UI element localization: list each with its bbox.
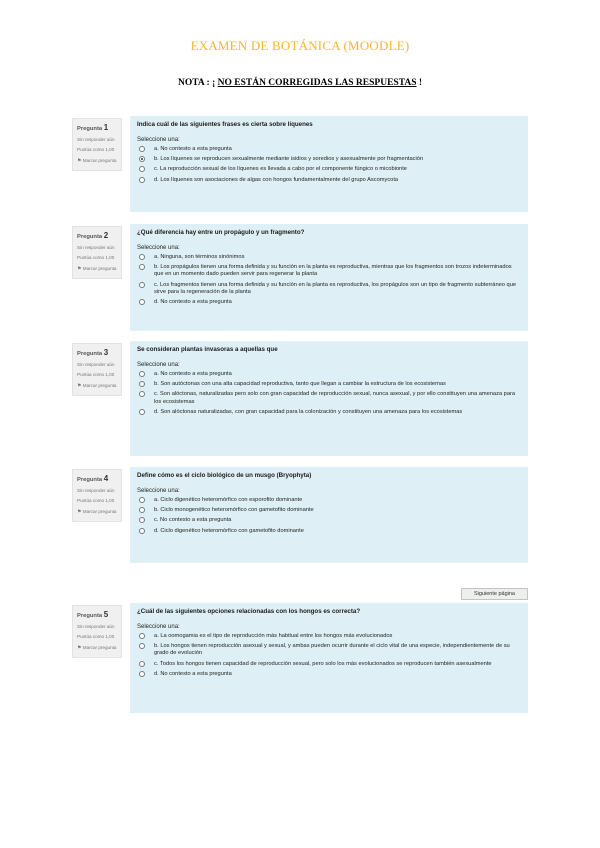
answer-option-c[interactable]: c. Todos los hongos tienen capacidad de reproducción sexual, pero solo los más evolucionados se reproducen también asexualmente [137,661,522,668]
answer-option-c[interactable]: c. La reproducción sexual de los líquenes es llevada a cabo por el componente fúngico o micobionte [137,166,522,173]
answer-option-b[interactable]: b. Los líquenes se reproducen sexualmente mediante isidios y soredios y asexualmente por fragmentación [137,156,522,163]
question-text: Indica cuál de las siguientes frases es cierta sobre líquenes [137,121,313,128]
flag-icon: ⚑ [77,265,82,272]
flag-question-link[interactable]: ⚑ Marcar pregunta [77,382,117,389]
question-2 [70,224,528,331]
question-3 [70,341,528,456]
question-status: Sin responder aún [77,623,115,629]
question-4 [70,467,528,563]
radio-button[interactable] [139,671,145,677]
radio-button[interactable] [139,633,145,639]
question-score: Puntúa como 1,00 [77,147,115,153]
question-score: Puntúa como 1,00 [77,634,115,640]
radio-button[interactable] [139,299,145,305]
answer-option-b[interactable]: b. Son autóctonas con una alta capacidad reproductiva, tanto que llegan a cambiar la estructura de los ecosistemas [137,381,522,388]
radio-button[interactable] [139,497,145,503]
question-score: Puntúa como 1,00 [77,255,115,261]
question-content [130,116,528,212]
question-content [130,467,528,563]
answer-option-a[interactable]: a. No contesto a esta pregunta [137,146,522,153]
answer-option-c[interactable]: c. Son alóctonas, naturalizadas pero solo con gran capacidad de reproducción sexual, nunca asexual, y por ello constituyen una amenaza para los ecosistemas [137,391,522,405]
answer-option-d[interactable]: d. No contesto a esta pregunta [137,299,522,306]
select-label: Seleccione una: [137,137,180,143]
nota-notice [0,78,600,88]
answer-option-c[interactable]: c. No contesto a esta pregunta [137,517,522,524]
flag-icon: ⚑ [77,157,82,164]
question-status: Sin responder aún [77,487,115,493]
question-status: Sin responder aún [77,244,115,250]
select-label: Seleccione una: [137,488,180,494]
radio-button[interactable] [139,264,145,270]
flag-question-link[interactable]: ⚑ Marcar pregunta [77,157,117,164]
question-info [72,118,122,171]
question-score: Puntúa como 1,00 [77,372,115,378]
answer-option-a[interactable]: a. La oomogamia es el tipo de reproducción más habitual entre los hongos más evolucionados [137,633,522,640]
nota-prefix: NOTA : ¡ [177,78,218,88]
question-text: Se consideran plantas invasoras a aquellas que [137,346,278,353]
radio-button[interactable] [139,166,145,172]
select-label: Seleccione una: [137,245,180,251]
answer-option-d[interactable]: d. Los líquenes son asociaciones de algas con hongos fundamentalmente del grupo Ascomycota [137,177,522,184]
next-page-button[interactable]: Siguiente página [461,588,528,600]
radio-button[interactable] [139,254,145,260]
radio-button[interactable] [139,409,145,415]
flag-question-link[interactable]: ⚑ Marcar pregunta [77,644,117,651]
flag-icon: ⚑ [77,644,82,651]
radio-button[interactable] [139,661,145,667]
question-score: Puntúa como 1,00 [77,498,115,504]
radio-button[interactable] [139,507,145,513]
question-content [130,224,528,331]
flag-icon: ⚑ [77,382,82,389]
radio-button[interactable] [139,371,145,377]
question-content [130,603,528,713]
answer-option-d[interactable]: d. No contesto a esta pregunta [137,671,522,678]
answer-option-b[interactable]: b. Los propágulos tienen una forma definida y su función en la planta es reproductiva, mientras que los fragmentos son trozos indeterminados que en un momento dado pueden servir para regenerar la planta [137,264,522,278]
document-title: EXAMEN DE BOTÁNICA (MOODLE) [190,38,410,53]
question-info [72,226,122,279]
radio-button[interactable] [139,517,145,523]
radio-button[interactable] [139,282,145,288]
radio-button[interactable] [139,528,145,534]
radio-button[interactable] [139,177,145,183]
answer-option-c[interactable]: c. Los fragmentos tienen una forma definida y su función en la planta es reproductiva, los propágulos son un tipo de fragmento subterráneo que sirve para la regeneración de la planta [137,282,522,296]
question-1 [70,116,528,212]
question-number: Pregunta 5 [77,610,109,619]
radio-button[interactable] [139,381,145,387]
flag-question-link[interactable]: ⚑ Marcar pregunta [77,508,117,515]
answer-option-d[interactable]: d. Son alóctonas naturalizadas, con gran capacidad para la colonización y constituyen una amenaza para los ecosistemas [137,409,522,416]
question-text: ¿Cuál de las siguientes opciones relacionadas con los hongos es correcta? [137,608,361,615]
flag-icon: ⚑ [77,508,82,515]
answer-option-b[interactable]: b. Los hongos tienen reproducción asexual y sexual, y ambas pueden ocurrir durante el ciclo vital de una especie, independientemente de su grado de evolución [137,643,522,657]
radio-button[interactable] [139,146,145,152]
flag-question-link[interactable]: ⚑ Marcar pregunta [77,265,117,272]
answer-option-b[interactable]: b. Ciclo monogenético heteromórfico con gametofito dominante [137,507,522,514]
question-info [72,343,122,396]
question-info [72,605,122,658]
nota-suffix: ! [416,78,423,88]
answer-option-a[interactable]: a. Ninguna, son términos sinónimos [137,254,522,261]
question-number: Pregunta 3 [77,348,109,357]
select-label: Seleccione una: [137,362,180,368]
radio-button[interactable] [139,391,145,397]
question-info [72,469,122,522]
answer-option-a[interactable]: a. Ciclo digenético heteromórfico con esporofito dominante [137,497,522,504]
answer-option-d[interactable]: d. Ciclo digenético heteromórfico con gametofito dominante [137,528,522,535]
question-text: Define cómo es el ciclo biológico de un musgo (Bryophyta) [137,472,312,479]
question-number: Pregunta 1 [77,123,109,132]
radio-button[interactable] [139,643,145,649]
question-5 [70,603,528,713]
select-label: Seleccione una: [137,624,180,630]
question-status: Sin responder aún [77,136,115,142]
radio-button-selected[interactable] [139,156,145,162]
question-number: Pregunta 2 [77,231,109,240]
question-text: ¿Qué diferencia hay entre un propágulo y un fragmento? [137,229,305,236]
nota-warning: NO ESTÁN CORREGIDAS LAS RESPUESTAS [217,78,417,88]
question-status: Sin responder aún [77,361,115,367]
answer-option-a[interactable]: a. No contesto a esta pregunta [137,371,522,378]
question-content [130,341,528,456]
question-number: Pregunta 4 [77,474,109,483]
